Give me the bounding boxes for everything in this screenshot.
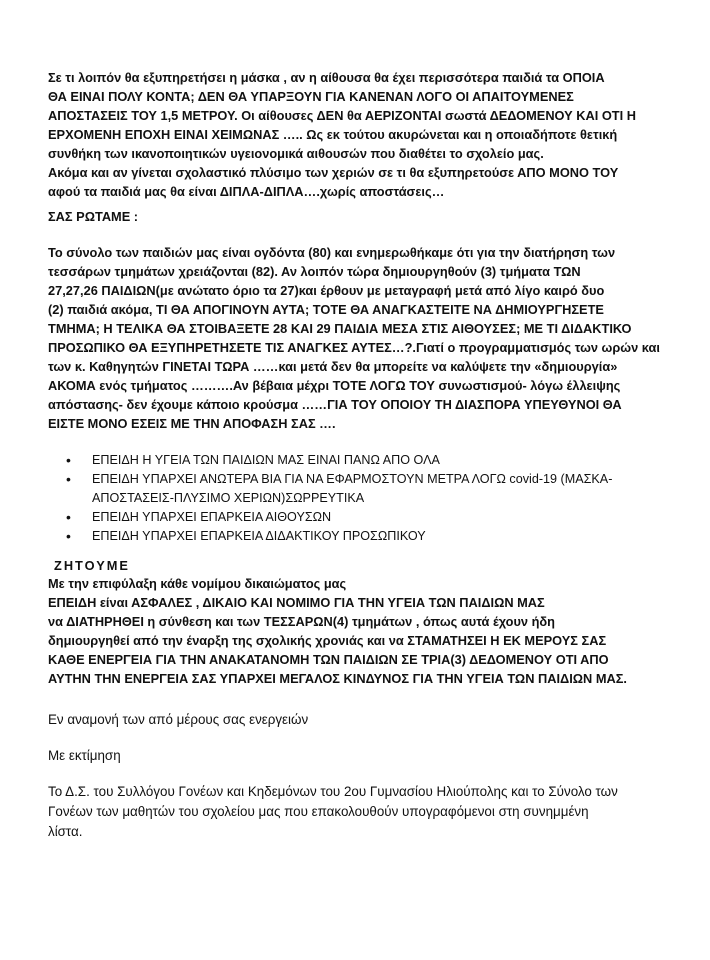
bullet-icon: • — [66, 509, 71, 525]
text-line: Σε τι λοιπόν θα εξυπηρετήσει η μάσκα , αν η αίθουσα θα έχει περισσότερα παιδιά τα ΟΠΟΙΑ — [48, 70, 605, 85]
text-line: Ακόμα και αν γίνεται σχολαστικό πλύσιμο των χεριών σε τι θα εξυπηρετούσε ΑΠΟ ΜΟΝΟ ΤΟΥ — [48, 165, 619, 180]
bullet-icon: • — [66, 471, 71, 487]
intro-paragraph — [48, 68, 676, 201]
text-line: 27,27,26 ΠΑΙΔΙΩΝ(με ανώτατο όριο τα 27)και έρθουν με μεταγραφή μετά από λίγο καιρό δυο — [48, 283, 605, 298]
list-item: • ΕΠΕΙΔΗ ΥΠΑΡΧΕΙ ΕΠΑΡΚΕΙΑ ΑΙΘΟΥΣΩΝ — [66, 509, 332, 525]
text-line: ΑΥΤΗΝ ΤΗΝ ΕΝΕΡΓΕΙΑ ΣΑΣ ΥΠΑΡΧΕΙ ΜΕΓΑΛΟΣ ΚΙΝΔΥΝΟΣ ΓΙΑ ΤΗΝ ΥΓΕΙΑ ΤΩΝ ΠΑΙΔΙΩΝ ΜΑΣ. — [48, 671, 627, 686]
text-line: απόστασης- δεν έχουμε κάποιο κρούσμα ……ΓΙΑ ΤΟΥ ΟΠΟΙΟΥ ΤΗ ΔΙΑΣΠΟΡΑ ΥΠΕΥΘΥΝΟΙ ΘΑ — [48, 397, 622, 412]
text-line: των κ. Καθηγητών ΓΙΝΕΤΑΙ ΤΩΡΑ ……και μετά δεν θα μπορείτε να καλύψετε την «δημιουργία» — [48, 359, 618, 374]
text-line: συνθήκη των ικανοποιητικών υγειονομικά αιθουσών που διαθέτει το σχολείο μας. — [48, 146, 544, 161]
text-line: ΑΠΟΣΤΑΣΕΙΣ ΤΟΥ 1,5 ΜΕΤΡΟΥ. Οι αίθουσες ΔΕΝ θα ΑΕΡΙΖΟΝΤΑΙ σωστά ΔΕΔΟΜΕΝΟΥ ΚΑΙ ΟΤΙ Η — [48, 108, 636, 123]
list-item: • ΕΠΕΙΔΗ ΥΠΑΡΧΕΙ ΕΠΑΡΚΕΙΑ ΔΙΔΑΚΤΙΚΟΥ ΠΡΟΣΩΠΙΚΟΥ — [66, 528, 426, 544]
text-line: ΕΠΕΙΔΗ είναι ΑΣΦΑΛΕΣ , ΔΙΚΑΙΟ ΚΑΙ ΝΟΜΙΜΟ ΓΙΑ ΤΗΝ ΥΓΕΙΑ ΤΩΝ ΠΑΙΔΙΩΝ ΜΑΣ — [48, 595, 545, 610]
regards-line: Με εκτίμηση — [48, 748, 121, 763]
demand-paragraph — [48, 574, 676, 688]
text-line: (2) παιδιά ακόμα, ΤΙ ΘΑ ΑΠΟΓΙΝΟΥΝ ΑΥΤΑ; ΤΟΤΕ ΘΑ ΑΝΑΓΚΑΣΤΕΙΤΕ ΝΑ ΔΗΜΙΟΥΡΓΗΣΕΤΕ — [48, 302, 604, 317]
text-line: ΕΙΣΤΕ ΜΟΝΟ ΕΣΕΙΣ ΜΕ ΤΗΝ ΑΠΟΦΑΣΗ ΣΑΣ …. — [48, 416, 336, 431]
text-line: ΘΑ ΕΙΝΑΙ ΠΟΛΥ ΚΟΝΤΑ; ΔΕΝ ΘΑ ΥΠΑΡΞΟΥΝ ΓΙΑ ΚΑΝΕΝΑΝ ΛΟΓΟ ΟΙ ΑΠΑΙΤΟΥΜΕΝΕΣ — [48, 89, 574, 104]
text-line: ΕΡΧΟΜΕΝΗ ΕΠΟΧΗ ΕΙΝΑΙ ΧΕΙΜΩΝΑΣ ….. Ως εκ τούτου ακυρώνεται και η οποιαδήποτε θετική — [48, 127, 618, 142]
text-line: ΤΜΗΜΑ; Η ΤΕΛΙΚΑ ΘΑ ΣΤΟΙΒΑΞΕΤΕ 28 ΚΑΙ 29 ΠΑΙΔΙΑ ΜΕΣΑ ΣΤΙΣ ΑΙΘΟΥΣΕΣ; ΜΕ ΤΙ ΔΙΔΑΚΤΙΚΟ — [48, 321, 632, 336]
text-line: Με την επιφύλαξη κάθε νομίμου δικαιώματος μας — [48, 576, 347, 591]
text-line: Γονέων των μαθητών του σχολείου μας που επακολουθούν υπογραφόμενοι στη συνημμένη — [48, 804, 589, 819]
text-line: λίστα. — [48, 824, 83, 839]
bullet-icon: • — [66, 528, 71, 544]
text-line: ΑΚΟΜΑ ενός τμήματος ……….Αν βέβαια μέχρι ΤΟΤΕ ΛΟΓΩ ΤΟΥ συνωστισμού- λόγω έλλειψης — [48, 378, 621, 393]
signature-block — [48, 782, 676, 842]
ask-heading: ΣΑΣ ΡΩΤΑΜΕ : — [48, 209, 139, 224]
text-line: ΠΡΟΣΩΠΙΚΟ ΘΑ ΕΞΥΠΗΡΕΤΗΣΕΤΕ ΤΙΣ ΑΝΑΓΚΕΣ ΑΥΤΕΣ…?.Γιατί ο προγραμματισμός των ωρών και — [48, 340, 660, 355]
list-item: • ΕΠΕΙΔΗ Η ΥΓΕΙΑ ΤΩΝ ΠΑΙΔΙΩΝ ΜΑΣ ΕΙΝΑΙ ΠΑΝΩ ΑΠΟ ΟΛΑ — [66, 452, 440, 468]
text-line: τεσσάρων τμημάτων χρειάζονται (82). Αν λοιπόν τώρα δημιουργηθούν (3) τμήματα ΤΩΝ — [48, 264, 581, 279]
bullet-icon: • — [66, 452, 71, 468]
text-line: ΚΑΘΕ ΕΝΕΡΓΕΙΑ ΓΙΑ ΤΗΝ ΑΝΑΚΑΤΑΝΟΜΗ ΤΩΝ ΠΑΙΔΙΩΝ ΣΕ ΤΡΙΑ(3) ΔΕΔΟΜΕΝΟΥ ΟΤΙ ΑΠΟ — [48, 652, 609, 667]
awaiting-line: Εν αναμονή των από μέρους σας ενεργειών — [48, 712, 309, 727]
text-line: Το Δ.Σ. του Συλλόγου Γονέων και Κηδεμόνων του 2ου Γυμνασίου Ηλιούπολης και το Σύνολο των — [48, 784, 618, 799]
text-line: Το σύνολο των παιδιών μας είναι ογδόντα (80) και ενημερωθήκαμε ότι για την διατήρηση των — [48, 245, 616, 260]
reasons-list — [66, 451, 692, 546]
text-line: αφού τα παιδιά μας θα είναι ΔΙΠΛΑ-ΔΙΠΛΑ….χωρίς αποστάσεις… — [48, 184, 445, 199]
text-line: δημιουργηθεί από την έναρξη της σχολικής χρονιάς και να ΣΤΑΜΑΤΗΣΕΙ Η ΕΚ ΜΕΡΟΥΣ ΣΑΣ — [48, 633, 607, 648]
list-item: • ΕΠΕΙΔΗ ΥΠΑΡΧΕΙ ΑΝΩΤΕΡΑ ΒΙΑ ΓΙΑ ΝΑ ΕΦΑΡΜΟΣΤΟΥΝ ΜΕΤΡΑ ΛΟΓΩ covid-19 (ΜΑΣΚΑ- ΑΠΟΣΤΑΣΕΙΣ-ΠΛΥΣΙΜΟ ΧΕΡΙΩΝ)ΣΩΡΡΕΥΤΙΚΑ — [66, 471, 613, 505]
text-line: να ΔΙΑΤΗΡΗΘΕΙ η σύνθεση και των ΤΕΣΣΑΡΩΝ(4) τμημάτων , όπως αυτά έχουν ήδη — [48, 614, 555, 629]
demand-heading: ΖΗΤΟΥΜΕ — [54, 558, 130, 573]
body-paragraph — [48, 243, 676, 433]
